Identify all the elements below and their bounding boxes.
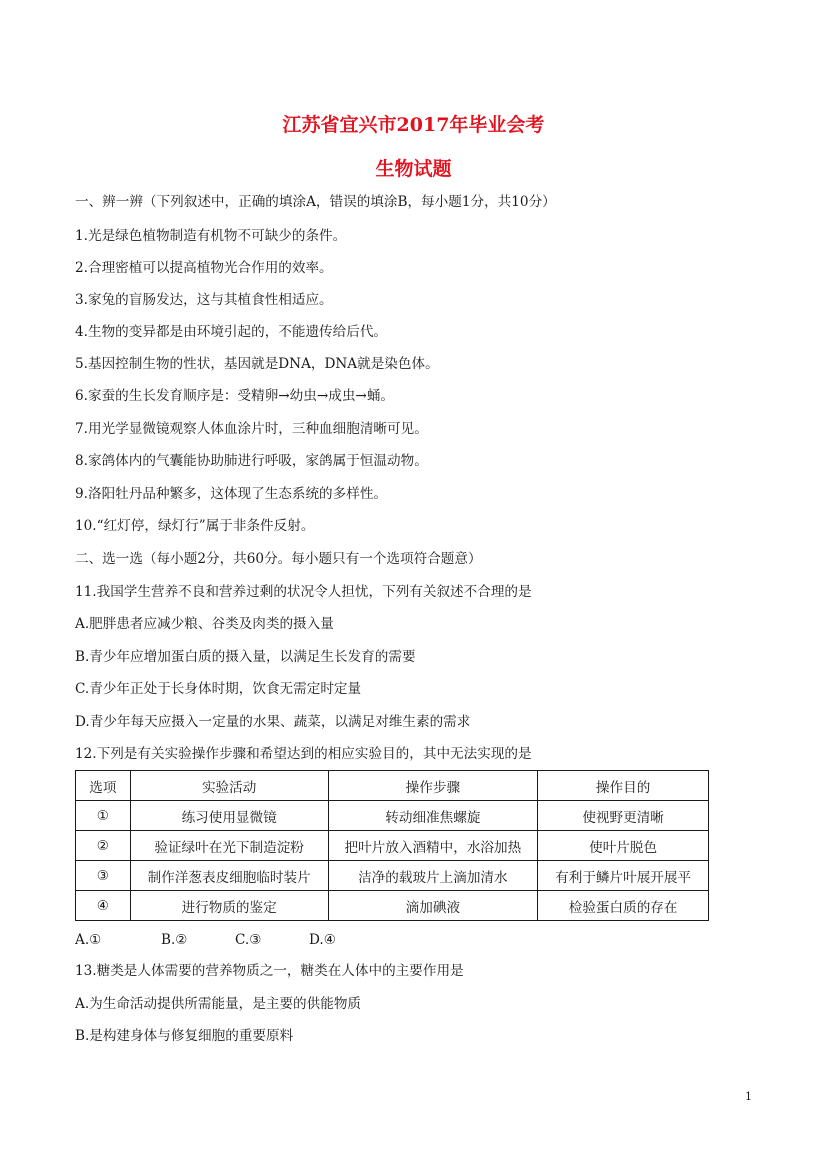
question-line: 8.家鸽体内的气囊能协助肺进行呼吸，家鸽属于恒温动物。: [75, 453, 428, 469]
table-cell: ①: [76, 801, 131, 831]
table-row: [76, 861, 709, 891]
option-a: A.①: [75, 932, 102, 948]
table-cell: 使视野更清晰: [538, 801, 709, 831]
table-header-row: [76, 771, 709, 801]
table-row: [76, 801, 709, 831]
option-line: D.青少年每天应摄入一定量的水果、蔬菜，以满足对维生素的需求: [75, 714, 471, 730]
option-line: B.青少年应增加蛋白质的摄入量，以满足生长发育的需要: [75, 649, 416, 665]
table-cell: 验证绿叶在光下制造淀粉: [130, 831, 328, 861]
question-line: 4.生物的变异都是由环境引起的，不能遗传给后代。: [75, 324, 388, 340]
page-subtitle: 生物试题: [375, 158, 452, 180]
question-line: 9.洛阳牡丹品种繁多，这体现了生态系统的多样性。: [75, 486, 388, 502]
table-cell: 练习使用显微镜: [130, 801, 328, 831]
table-row: [76, 831, 709, 861]
section-two-heading: 二、选一选（每小题2分，共60分。每小题只有一个选项符合题意）: [75, 551, 482, 567]
question-line: 10.“红灯停，绿灯行”属于非条件反射。: [75, 518, 315, 534]
table-row: [76, 891, 709, 921]
table-cell: 滴加碘液: [328, 891, 538, 921]
table-cell: 制作洋葱表皮细胞临时装片: [130, 861, 328, 891]
option-line: C.青少年正处于长身体时期，饮食无需定时定量: [75, 681, 362, 697]
table-header-cell: 操作目的: [538, 771, 709, 801]
q12-options: [75, 931, 336, 949]
table-cell: ④: [76, 891, 131, 921]
table-cell: 转动细准焦螺旋: [328, 801, 538, 831]
table-cell: 洁净的载玻片上滴加清水: [328, 861, 538, 891]
table-cell: 把叶片放入酒精中，水浴加热: [328, 831, 538, 861]
option-d: D.④: [309, 932, 336, 948]
option-line: A.肥胖患者应减少粮、谷类及肉类的摄入量: [75, 616, 334, 632]
table-header-cell: 实验活动: [130, 771, 328, 801]
table-header-cell: 选项: [76, 771, 131, 801]
page-title: 江苏省宜兴市2017年毕业会考: [282, 114, 545, 136]
option-line: A.为生命活动提供所需能量，是主要的供能物质: [75, 996, 362, 1012]
section-one-heading: 一、辨一辨（下列叙述中，正确的填涂A，错误的填涂B，每小题1分，共10分）: [75, 194, 556, 210]
question-line: 6.家蚕的生长发育顺序是：受精卵→幼虫→成虫→蛹。: [75, 388, 395, 404]
option-line: B.是构建身体与修复细胞的重要原料: [75, 1028, 294, 1044]
table-cell: ③: [76, 861, 131, 891]
table-cell: ②: [76, 831, 131, 861]
option-b: B.②: [161, 932, 188, 948]
question-line: 1.光是绿色植物制造有机物不可缺少的条件。: [75, 228, 347, 244]
question-line: 7.用光学显微镜观察人体血涂片时，三种血细胞清晰可见。: [75, 421, 428, 437]
question-line: 13.糖类是人体需要的营养物质之一，糖类在人体中的主要作用是: [75, 963, 464, 979]
experiment-table: [75, 770, 709, 921]
page-number: 1: [745, 1090, 752, 1103]
question-line: 12.下列是有关实验操作步骤和希望达到的相应实验目的，其中无法实现的是: [75, 746, 532, 762]
question-line: 11.我国学生营养不良和营养过剩的状况令人担忧，下列有关叙述不合理的是: [75, 584, 532, 600]
table-cell: 有利于鳞片叶展开展平: [538, 861, 709, 891]
question-line: 3.家兔的盲肠发达，这与其植食性相适应。: [75, 292, 333, 308]
question-line: 5.基因控制生物的性状，基因就是DNA，DNA就是染色体。: [75, 356, 439, 372]
table-header-cell: 操作步骤: [328, 771, 538, 801]
table-cell: 进行物质的鉴定: [130, 891, 328, 921]
table-cell: 检验蛋白质的存在: [538, 891, 709, 921]
question-line: 2.合理密植可以提高植物光合作用的效率。: [75, 260, 333, 276]
option-c: C.③: [235, 932, 262, 948]
table-cell: 使叶片脱色: [538, 831, 709, 861]
